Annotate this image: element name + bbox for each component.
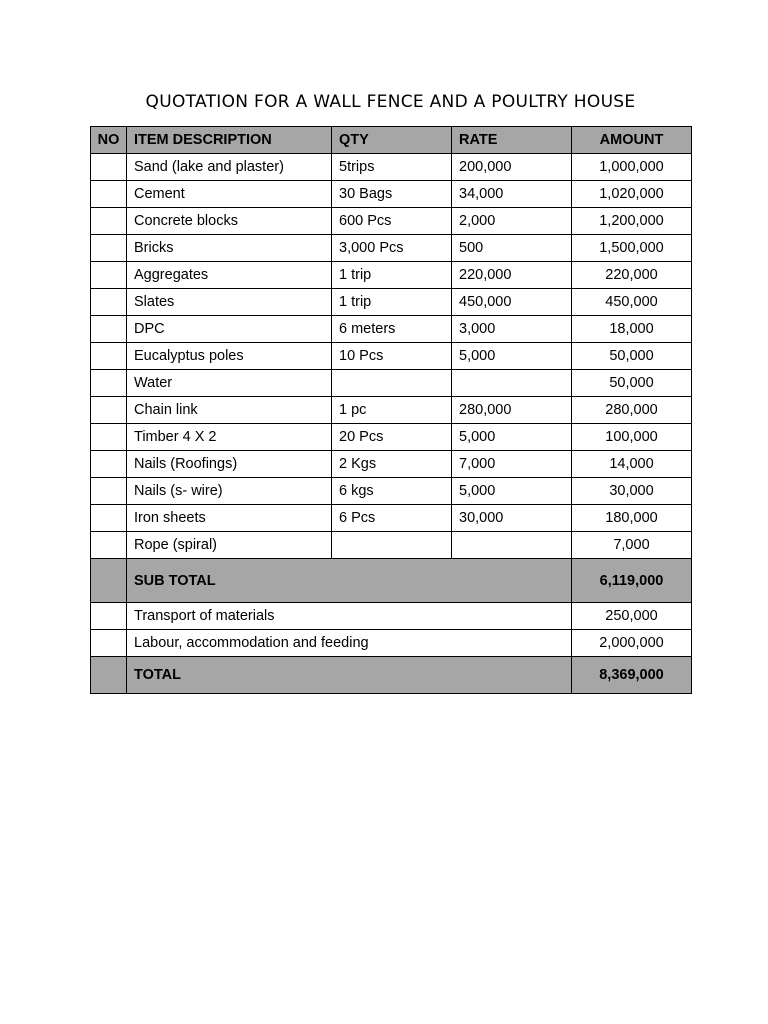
extra-no-cell: [91, 603, 127, 630]
row-no-cell: [91, 451, 127, 478]
row-rate: 220,000: [452, 262, 572, 289]
row-amount: 450,000: [572, 289, 692, 316]
row-item-description: Cement: [127, 181, 332, 208]
row-item-description: DPC: [127, 316, 332, 343]
row-rate: 5,000: [452, 478, 572, 505]
row-item-description: Bricks: [127, 235, 332, 262]
row-amount: 1,200,000: [572, 208, 692, 235]
row-no-cell: [91, 478, 127, 505]
extra-charge-row: [91, 630, 692, 657]
row-rate: 5,000: [452, 424, 572, 451]
row-no-cell: [91, 181, 127, 208]
total-amount: 8,369,000: [572, 657, 692, 694]
row-no-cell: [91, 154, 127, 181]
row-no-cell: [91, 208, 127, 235]
row-amount: 1,020,000: [572, 181, 692, 208]
extra-charge-amount: 250,000: [572, 603, 692, 630]
row-rate: 500: [452, 235, 572, 262]
row-amount: 1,500,000: [572, 235, 692, 262]
row-item-description: Iron sheets: [127, 505, 332, 532]
row-no-cell: [91, 397, 127, 424]
row-item-description: Sand (lake and plaster): [127, 154, 332, 181]
row-no-cell: [91, 343, 127, 370]
table-row: [91, 181, 692, 208]
row-rate: 30,000: [452, 505, 572, 532]
row-qty: 6 kgs: [332, 478, 452, 505]
header-rate: RATE: [452, 127, 572, 154]
subtotal-amount: 6,119,000: [572, 559, 692, 603]
page-title: QUOTATION FOR A WALL FENCE AND A POULTRY HOUSE: [145, 92, 636, 112]
extra-charge-description: Transport of materials: [127, 603, 572, 630]
row-rate: 280,000: [452, 397, 572, 424]
subtotal-no-cell: [91, 559, 127, 603]
row-amount: 220,000: [572, 262, 692, 289]
row-no-cell: [91, 262, 127, 289]
row-qty: 600 Pcs: [332, 208, 452, 235]
row-qty: 6 meters: [332, 316, 452, 343]
table-row: [91, 478, 692, 505]
table-row: [91, 532, 692, 559]
row-no-cell: [91, 532, 127, 559]
row-no-cell: [91, 424, 127, 451]
header-qty: QTY: [332, 127, 452, 154]
table-row: [91, 451, 692, 478]
table-row: [91, 208, 692, 235]
row-qty: 1 trip: [332, 262, 452, 289]
row-rate: 34,000: [452, 181, 572, 208]
row-amount: 14,000: [572, 451, 692, 478]
row-amount: 100,000: [572, 424, 692, 451]
header-amount: AMOUNT: [572, 127, 692, 154]
row-rate: 7,000: [452, 451, 572, 478]
row-qty: 6 Pcs: [332, 505, 452, 532]
table-row: [91, 262, 692, 289]
row-qty: [332, 532, 452, 559]
row-amount: 30,000: [572, 478, 692, 505]
row-amount: 180,000: [572, 505, 692, 532]
row-rate: 2,000: [452, 208, 572, 235]
table-row: [91, 505, 692, 532]
row-item-description: Timber 4 X 2: [127, 424, 332, 451]
row-amount: 18,000: [572, 316, 692, 343]
row-amount: 280,000: [572, 397, 692, 424]
extra-charge-row: [91, 603, 692, 630]
row-qty: 10 Pcs: [332, 343, 452, 370]
row-qty: 3,000 Pcs: [332, 235, 452, 262]
table-row: [91, 289, 692, 316]
row-item-description: Nails (Roofings): [127, 451, 332, 478]
quotation-table: [90, 126, 692, 694]
row-no-cell: [91, 235, 127, 262]
row-amount: 50,000: [572, 370, 692, 397]
row-amount: 7,000: [572, 532, 692, 559]
row-qty: [332, 370, 452, 397]
row-no-cell: [91, 289, 127, 316]
extra-charge-amount: 2,000,000: [572, 630, 692, 657]
row-item-description: Slates: [127, 289, 332, 316]
total-row: [91, 657, 692, 694]
row-item-description: Rope (spiral): [127, 532, 332, 559]
row-rate: [452, 532, 572, 559]
row-rate: 3,000: [452, 316, 572, 343]
header-item-description: ITEM DESCRIPTION: [127, 127, 332, 154]
row-no-cell: [91, 505, 127, 532]
table-row: [91, 397, 692, 424]
row-amount: 50,000: [572, 343, 692, 370]
table-row: [91, 343, 692, 370]
total-no-cell: [91, 657, 127, 694]
row-item-description: Chain link: [127, 397, 332, 424]
row-no-cell: [91, 316, 127, 343]
row-rate: 200,000: [452, 154, 572, 181]
row-qty: 1 pc: [332, 397, 452, 424]
table-row: [91, 370, 692, 397]
subtotal-label: SUB TOTAL: [127, 559, 572, 603]
row-item-description: Concrete blocks: [127, 208, 332, 235]
total-label: TOTAL: [127, 657, 572, 694]
row-rate: [452, 370, 572, 397]
header-no: NO: [91, 127, 127, 154]
row-qty: 30 Bags: [332, 181, 452, 208]
table-header-row: [91, 127, 692, 154]
row-qty: 2 Kgs: [332, 451, 452, 478]
table-row: [91, 424, 692, 451]
row-qty: 5trips: [332, 154, 452, 181]
row-item-description: Nails (s- wire): [127, 478, 332, 505]
row-qty: 1 trip: [332, 289, 452, 316]
row-amount: 1,000,000: [572, 154, 692, 181]
row-item-description: Eucalyptus poles: [127, 343, 332, 370]
row-item-description: Aggregates: [127, 262, 332, 289]
row-qty: 20 Pcs: [332, 424, 452, 451]
table-row: [91, 235, 692, 262]
extra-charge-description: Labour, accommodation and feeding: [127, 630, 572, 657]
table-row: [91, 316, 692, 343]
extra-no-cell: [91, 630, 127, 657]
row-rate: 450,000: [452, 289, 572, 316]
row-no-cell: [91, 370, 127, 397]
row-rate: 5,000: [452, 343, 572, 370]
row-item-description: Water: [127, 370, 332, 397]
subtotal-row: [91, 559, 692, 603]
table-row: [91, 154, 692, 181]
